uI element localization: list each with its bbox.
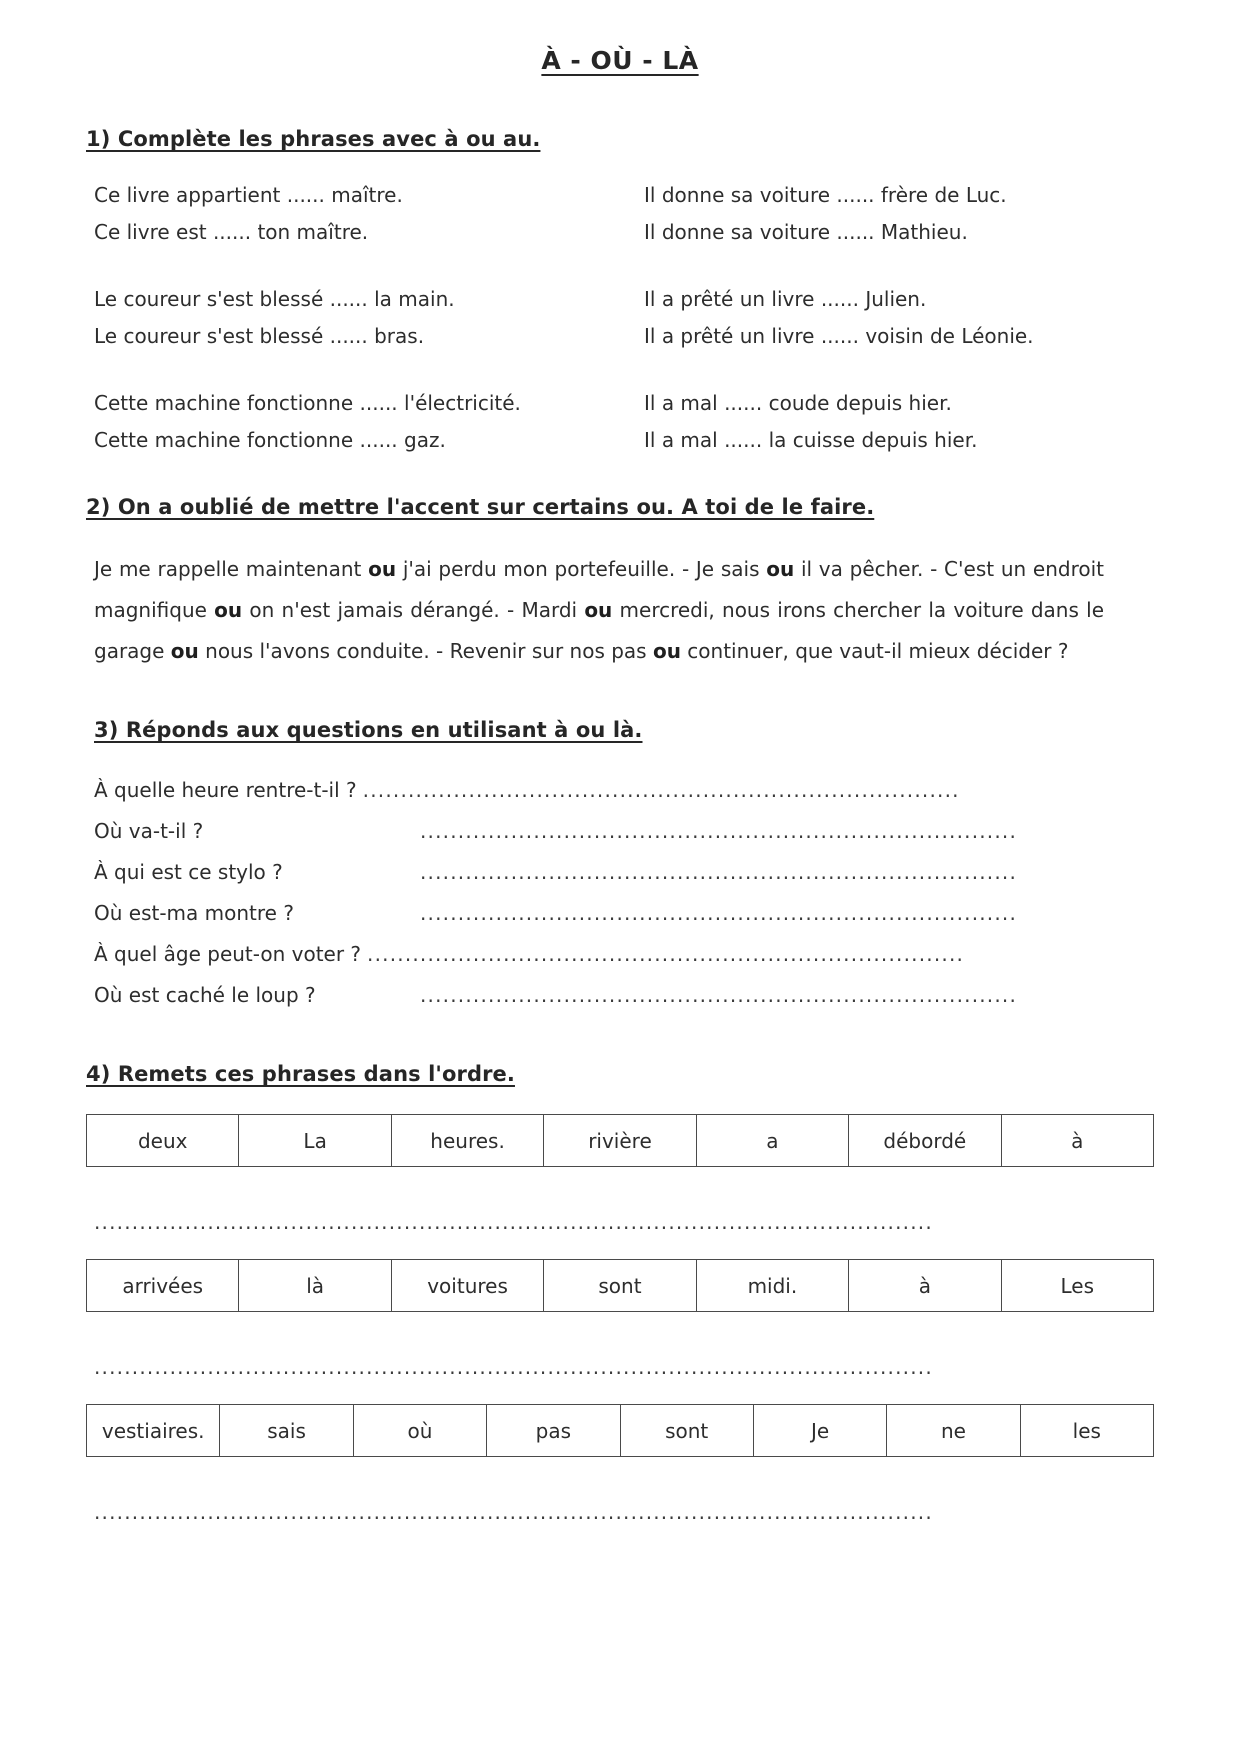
word-table <box>86 1259 1154 1312</box>
exercise-1-left-column <box>94 281 624 355</box>
question-text: À quelle heure rentre-t-il ? <box>94 778 357 802</box>
word-cell[interactable]: deux <box>87 1115 239 1167</box>
bold-ou-word: ou <box>584 598 613 622</box>
word-cell[interactable]: rivière <box>544 1115 696 1167</box>
answer-line[interactable]: ............................................................................... <box>362 778 960 802</box>
question-text: Où va-t-il ? <box>94 819 204 843</box>
question-text: À qui est ce stylo ? <box>94 860 283 884</box>
exercise-3-body <box>94 770 1154 1016</box>
bold-ou-word: ou <box>170 639 199 663</box>
word-cell[interactable]: vestiaires. <box>87 1405 220 1457</box>
question-text: Où est-ma montre ? <box>94 901 294 925</box>
word-cell[interactable]: les <box>1020 1405 1153 1457</box>
fill-blank-sentence: Le coureur s'est blessé ...... bras. <box>94 324 425 348</box>
word-cell[interactable]: où <box>353 1405 486 1457</box>
question-row <box>94 811 1154 852</box>
word-table <box>86 1114 1154 1167</box>
answer-line[interactable]: ............................................................................... <box>420 860 1018 884</box>
fill-blank-sentence: Il donne sa voiture ...... Mathieu. <box>644 220 968 244</box>
word-cell[interactable]: sont <box>620 1405 753 1457</box>
paragraph-text: on n'est jamais dérangé. - Mardi <box>242 598 585 622</box>
fill-blank-sentence: Ce livre appartient ...... maître. <box>94 183 403 207</box>
paragraph-text: j'ai perdu mon portefeuille. - Je sais <box>396 557 767 581</box>
exercise-1-right-column <box>624 281 1154 355</box>
exercise-3-heading: 3) Réponds aux questions en utilisant à ou là. <box>94 718 643 742</box>
answer-line[interactable]: ............................................................................... <box>420 983 1018 1007</box>
question-row <box>94 770 1154 811</box>
question-text: Où est caché le loup ? <box>94 983 316 1007</box>
word-scramble-block <box>86 1259 1154 1382</box>
fill-blank-sentence: Il a mal ...... coude depuis hier. <box>644 391 952 415</box>
answer-line[interactable]: ............................................................................................................... <box>94 1210 933 1234</box>
paragraph-text: il va pêcher. - C'est un endroit magnifique <box>94 557 1105 622</box>
word-cell[interactable]: sont <box>544 1260 696 1312</box>
exercise-1-group <box>94 281 1154 355</box>
word-cell[interactable]: sais <box>220 1405 353 1457</box>
word-cell[interactable]: pas <box>487 1405 620 1457</box>
word-cell[interactable]: a <box>696 1115 848 1167</box>
fill-blank-sentence: Il a prêté un livre ...... Julien. <box>644 287 927 311</box>
word-cell[interactable]: là <box>239 1260 391 1312</box>
paragraph-text: nous l'avons conduite. - Revenir sur nos pas <box>198 639 653 663</box>
word-scramble-block <box>86 1404 1154 1527</box>
exercise-1-left-column <box>94 385 624 459</box>
word-scramble-block <box>86 1114 1154 1237</box>
answer-line[interactable]: ............................................................................... <box>367 942 965 966</box>
bold-ou-word: ou <box>652 639 681 663</box>
exercise-2-paragraph <box>94 549 1104 672</box>
exercise-1-heading: 1) Complète les phrases avec à ou au. <box>86 127 541 151</box>
exercise-1-left-column <box>94 177 624 251</box>
answer-line[interactable]: ............................................................................... <box>420 901 1018 925</box>
answer-line[interactable]: ............................................................................................................... <box>94 1355 933 1379</box>
fill-blank-sentence: Le coureur s'est blessé ...... la main. <box>94 287 455 311</box>
word-table <box>86 1404 1154 1457</box>
fill-blank-sentence: Il a prêté un livre ...... voisin de Léonie. <box>644 324 1034 348</box>
exercise-1-group <box>94 385 1154 459</box>
word-cell[interactable]: Les <box>1001 1260 1153 1312</box>
exercise-1-group <box>94 177 1154 251</box>
answer-line[interactable]: ............................................................................... <box>420 819 1018 843</box>
paragraph-text: continuer, que vaut-il mieux décider ? <box>680 639 1069 663</box>
question-text: À quel âge peut-on voter ? <box>94 942 362 966</box>
exercise-1-right-column <box>624 177 1154 251</box>
fill-blank-sentence: Il a mal ...... la cuisse depuis hier. <box>644 428 978 452</box>
fill-blank-sentence: Cette machine fonctionne ...... l'électricité. <box>94 391 521 415</box>
paragraph-text: Je me rappelle maintenant <box>94 557 369 581</box>
word-cell[interactable]: ne <box>887 1405 1020 1457</box>
bold-ou-word: ou <box>766 557 795 581</box>
word-cell[interactable]: débordé <box>849 1115 1001 1167</box>
table-row <box>87 1405 1154 1457</box>
exercise-1-body <box>94 177 1154 459</box>
question-row <box>94 852 1154 893</box>
word-cell[interactable]: midi. <box>696 1260 848 1312</box>
exercise-4-heading: 4) Remets ces phrases dans l'ordre. <box>86 1062 515 1086</box>
exercise-4-body <box>86 1114 1154 1527</box>
word-cell[interactable]: voitures <box>391 1260 543 1312</box>
word-cell[interactable]: La <box>239 1115 391 1167</box>
word-cell[interactable]: Je <box>753 1405 886 1457</box>
exercise-2-heading: 2) On a oublié de mettre l'accent sur certains ou. A toi de le faire. <box>86 495 875 519</box>
fill-blank-sentence: Ce livre est ...... ton maître. <box>94 220 369 244</box>
question-row <box>94 893 1154 934</box>
bold-ou-word: ou <box>214 598 243 622</box>
exercise-1-right-column <box>624 385 1154 459</box>
table-row <box>87 1115 1154 1167</box>
word-cell[interactable]: heures. <box>391 1115 543 1167</box>
word-cell[interactable]: à <box>849 1260 1001 1312</box>
question-row <box>94 934 1154 975</box>
word-cell[interactable]: arrivées <box>87 1260 239 1312</box>
answer-line[interactable]: ............................................................................................................... <box>94 1500 933 1524</box>
table-row <box>87 1260 1154 1312</box>
question-row <box>94 975 1154 1016</box>
paragraph-text: mercredi, nous irons chercher la voiture dans le garage <box>94 598 1104 663</box>
fill-blank-sentence: Il donne sa voiture ...... frère de Luc. <box>644 183 1007 207</box>
bold-ou-word: ou <box>368 557 397 581</box>
word-cell[interactable]: à <box>1001 1115 1153 1167</box>
fill-blank-sentence: Cette machine fonctionne ...... gaz. <box>94 428 446 452</box>
page-title: À - OÙ - LÀ <box>541 46 699 75</box>
